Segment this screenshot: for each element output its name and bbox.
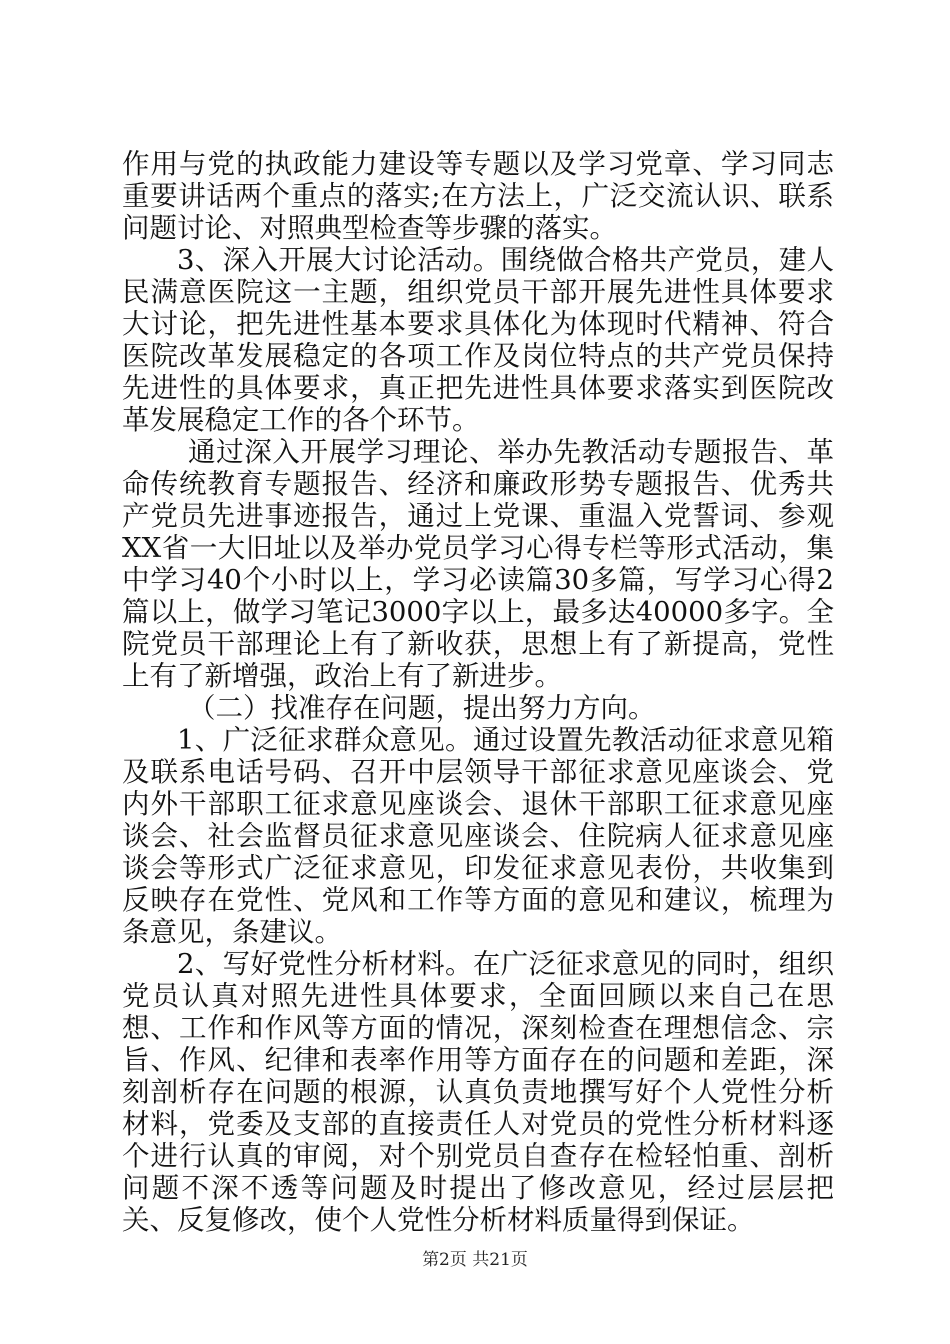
paragraph-collect-opinions: 1、广泛征求群众意见。通过设置先教活动征求意见箱及联系电话号码、召开中层领导干部征求意见座谈会、党内外干部职工征求意见座谈会、退休干部职工征求意见座谈会、社会监督员征求意见座谈会、住院病人征求意见座谈会等形式广泛征求意见，印发征求意见表份，共收集到反映存在党性、党风和工作等方面的意见和建议，梳理为条意见，条建议。 <box>122 724 834 948</box>
page-number: 第2页 共21页 <box>422 1250 528 1270</box>
document-body <box>122 148 834 1236</box>
paragraph-study-summary: 通过深入开展学习理论、举办先教活动专题报告、革命传统教育专题报告、经济和廉政形势专题报告、优秀共产党员先进事迹报告，通过上党课、重温入党誓词、参观XX省一大旧址以及举办党员学习心得专栏等形式活动，集中学习40个小时以上，学习必读篇30多篇，写学习心得2篇以上，做学习笔记3000字以上，最多达40000多字。全院党员干部理论上有了新收获，思想上有了新提高，党性上有了新增强，政治上有了新进步。 <box>122 436 834 692</box>
paragraph-discussion-activity: 3、深入开展大讨论活动。围绕做合格共产党员，建人民满意医院这一主题，组织党员干部开展先进性具体要求大讨论，把先进性基本要求具体化为体现时代精神、符合医院改革发展稳定的各项工作及岗位特点的共产党员保持先进性的具体要求，真正把先进性具体要求落实到医院改革发展稳定工作的各个环节。 <box>122 244 834 436</box>
paragraph-party-analysis: 2、写好党性分析材料。在广泛征求意见的同时，组织党员认真对照先进性具体要求，全面回顾以来自己在思想、工作和作风等方面的情况，深刻检查在理想信念、宗旨、作风、纪律和表率作用等方面存在的问题和差距，深刻剖析存在问题的根源，认真负责地撰写好个人党性分析材料，党委及支部的直接责任人对党员的党性分析材料逐个进行认真的审阅，对个别党员自查存在检轻怕重、剖析问题不深不透等问题及时提出了修改意见，经过层层把关、反复修改，使个人党性分析材料质量得到保证。 <box>122 948 834 1236</box>
paragraph-continued: 作用与党的执政能力建设等专题以及学习党章、学习同志重要讲话两个重点的落实;在方法上，广泛交流认识、联系问题讨论、对照典型检查等步骤的落实。 <box>122 148 834 244</box>
section-heading: （二）找准存在问题，提出努力方向。 <box>188 692 656 724</box>
